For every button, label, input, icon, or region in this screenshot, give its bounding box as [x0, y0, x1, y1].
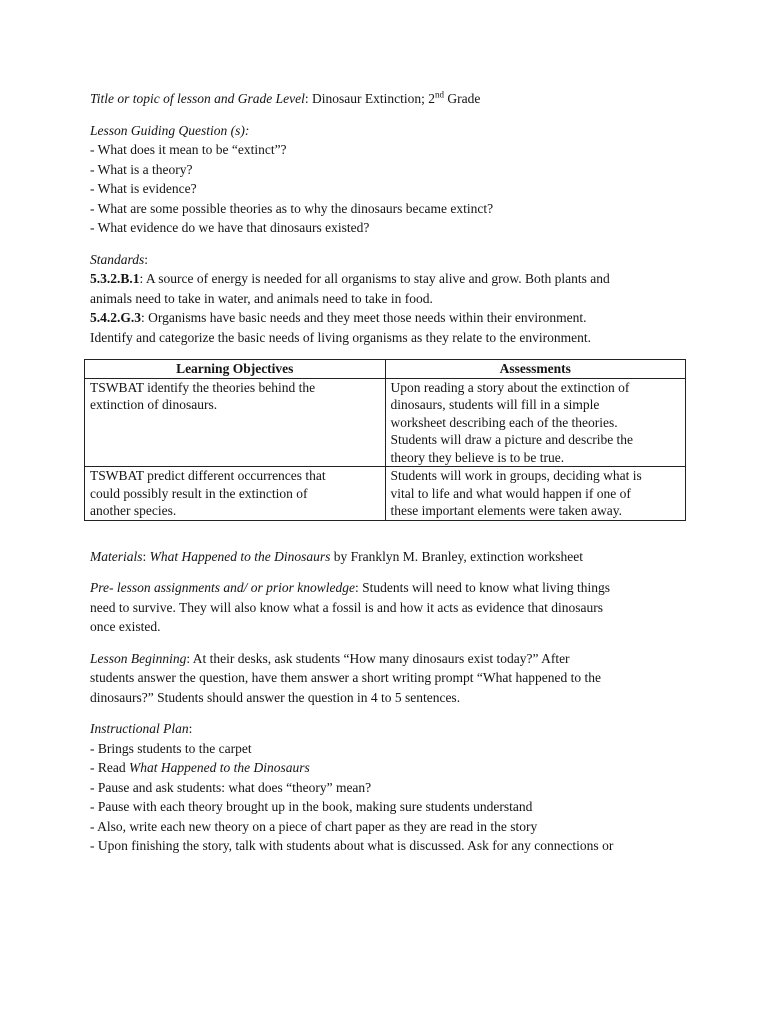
plan-item [90, 758, 690, 778]
prelesson-text: : Students will need to know what living things [354, 580, 610, 595]
assessment-cell [385, 467, 686, 521]
table-row [85, 378, 686, 467]
guiding-question: - What evidence do we have that dinosaurs existed? [90, 220, 370, 235]
cell-text: Students will draw a picture and describe the [390, 432, 634, 447]
objectives-header: Learning Objectives [85, 360, 386, 379]
cell-text: another species. [90, 503, 177, 518]
title-colon: : [304, 91, 313, 106]
standard-text: : Organisms have basic needs and they meet those needs within their environment. [141, 310, 587, 325]
guiding-question: - What is a theory? [90, 161, 193, 177]
book-title: What Happened to the Dinosaurs [149, 548, 331, 564]
plan-item: - Pause and ask students: what does “theory” mean? [90, 779, 372, 795]
title-suffix: Grade [444, 91, 481, 106]
materials-section [90, 547, 690, 567]
assessment-cell [385, 378, 686, 467]
cell-text: theory they believe is to be true. [390, 449, 565, 465]
table-row [85, 467, 686, 521]
guiding-question: - What is evidence? [90, 181, 197, 196]
lesson-plan [90, 89, 690, 868]
plan-item: - Upon finishing the story, talk with students about what is discussed. Ask for any connections or [90, 838, 614, 853]
cell-text: Students will work in groups, deciding what is [390, 468, 642, 483]
guiding-question: - What does it mean to be “extinct”? [90, 142, 287, 157]
materials-label: Materials [90, 548, 143, 564]
prelesson-text: need to survive. They will also know what a fossil is and how it acts as evidence that dinosaurs [90, 599, 604, 615]
cell-text: could possibly result in the extinction of [90, 485, 308, 501]
guiding-questions [90, 121, 690, 238]
plan-colon: : [188, 721, 193, 736]
objectives-table [84, 359, 686, 521]
cell-text: TSWBAT predict different occurrences that [90, 468, 326, 483]
cell-text: vital to life and what would happen if one of [390, 485, 631, 501]
cell-text: dinosaurs, students will fill in a simple [390, 397, 600, 412]
beginning-label: Lesson Beginning [90, 650, 187, 666]
lesson-beginning-section [90, 649, 690, 708]
plan-item-prefix: - Read [90, 760, 129, 775]
cell-text: Upon reading a story about the extinction of [390, 379, 630, 395]
materials-colon: : [142, 548, 150, 564]
objective-cell [85, 378, 386, 467]
prelesson-label: Pre- lesson assignments and/ or prior knowledge [90, 580, 355, 595]
table-header-row [85, 360, 686, 379]
standards-section [90, 250, 690, 348]
standard-code: 5.3.2.B.1 [90, 271, 140, 286]
objective-cell [85, 467, 386, 521]
cell-text: these important elements were taken away. [390, 503, 623, 518]
standard-code: 5.4.2.G.3 [90, 310, 142, 325]
beginning-text: students answer the question, have them answer a short writing prompt “What happened to the [90, 670, 601, 685]
cell-text: worksheet describing each of the theories. [390, 414, 618, 430]
materials-text: by Franklyn M. Branley, extinction worksheet [330, 548, 583, 564]
guiding-label: Lesson Guiding Question (s): [90, 122, 250, 138]
grade-ordinal: nd [435, 89, 444, 100]
plan-item: - Pause with each theory brought up in the book, making sure students understand [90, 799, 533, 814]
prior-knowledge-section [90, 578, 690, 637]
beginning-text: : At their desks, ask students “How many dinosaurs exist today?” After [186, 650, 570, 666]
cell-text: extinction of dinosaurs. [90, 397, 218, 412]
standard-text: : A source of energy is needed for all organisms to stay alive and grow. Both plants and [139, 271, 610, 286]
plan-item: - Brings students to the carpet [90, 740, 252, 756]
title-label: Title or topic of lesson and Grade Level [90, 91, 305, 106]
standards-label: Standards [90, 251, 145, 267]
plan-book-title: What Happened to the Dinosaurs [128, 760, 310, 775]
standard-text: animals need to take in water, and animals need to take in food. [90, 290, 433, 306]
beginning-text: dinosaurs?” Students should answer the question in 4 to 5 sentences. [90, 689, 461, 705]
standard-text: Identify and categorize the basic needs of living organisms as they relate to the environment. [90, 329, 591, 345]
plan-item: - Also, write each new theory on a piece of chart paper as they are read in the story [90, 818, 538, 834]
title-line [90, 89, 690, 109]
prelesson-text: once existed. [90, 619, 161, 634]
title-value: Dinosaur Extinction; 2 [312, 91, 435, 106]
guiding-question: - What are some possible theories as to why the dinosaurs became extinct? [90, 200, 494, 216]
cell-text: TSWBAT identify the theories behind the [90, 379, 316, 395]
instructional-plan-section [90, 719, 690, 856]
standards-colon: : [144, 251, 149, 267]
assessments-header: Assessments [385, 360, 686, 379]
plan-label: Instructional Plan [90, 721, 189, 736]
